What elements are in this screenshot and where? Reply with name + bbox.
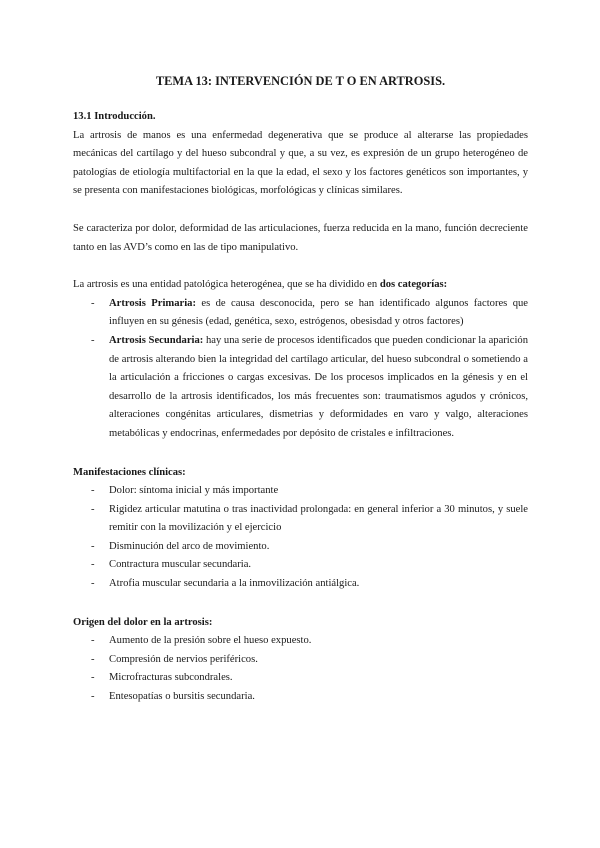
list-item xyxy=(73,688,528,707)
list-item-text: Dolor: síntoma inicial y más importante xyxy=(109,485,279,497)
intro-paragraph-2: Se caracteriza por dolor, deformidad de las articulaciones, fuerza reducida en la mano, función decreciente tanto en las AVD’s como en las de tipo manipulativo. xyxy=(73,222,528,253)
section-heading-manifestaciones: Manifestaciones clínicas: xyxy=(73,466,186,478)
list-dash: - xyxy=(91,559,95,571)
list-item xyxy=(73,556,528,575)
list-item-text: Microfracturas subcondrales. xyxy=(109,672,233,684)
list-dash: - xyxy=(91,540,95,552)
list-item xyxy=(73,538,528,557)
list-dash: - xyxy=(91,503,95,515)
list-dash: - xyxy=(91,653,95,665)
section-heading-introduccion: 13.1 Introducción. xyxy=(73,111,156,122)
list-dash: - xyxy=(91,691,95,703)
list-item-artrosis-secundaria xyxy=(73,332,528,444)
categories-intro-text: La artrosis es una entidad patológica heterogénea, que se ha dividido en xyxy=(73,279,380,291)
list-item xyxy=(73,575,528,594)
intro-paragraph-1: La artrosis de manos es una enfermedad degenerativa que se produce al alterarse las propiedades mecánicas del cartílago y del hueso subcondral y que, a su vez, es expresión de un grupo heterogéneo de patologías de etiología multifactorial en la que la edad, el sexo y los factores genéticos son importantes, y se presenta con manifestaciones biológicas, morfológicas y clínicas similares. xyxy=(73,129,528,197)
category-text: hay una serie de procesos identificados que pueden condicionar la aparición de artrosis alterando bien la integridad del cartílago articular, del hueso subcondral o sometiendo a la articulación a fricciones o cargas excesivas. De los procesos implicados en la génesis y en el desarrollo de la artrosis identificados, los más frecuentes son: traumatismos agudos y crónicos, alteraciones congénitas articulares, dismetrias y deformidades en varo y valgo, alteraciones metabólicas y endocrinas, enfermedades por depósito de cristales e infiltraciones. xyxy=(109,334,528,439)
list-item xyxy=(73,482,528,501)
categories-intro-bold: dos categorías: xyxy=(379,279,448,291)
category-label: Artrosis Secundaria: xyxy=(109,334,204,346)
category-text: es de causa desconocida, pero se han identificado algunos factores que influyen en su génesis (edad, genética, sexo, estrógenos, obesisdad y otros factores) xyxy=(109,297,528,328)
list-item xyxy=(73,632,528,651)
list-item-text: Compresión de nervios periféricos. xyxy=(109,653,258,665)
category-label: Artrosis Primaria: xyxy=(109,297,196,309)
categories-list xyxy=(73,295,528,444)
section-heading-origen-dolor: Origen del dolor en la artrosis: xyxy=(73,616,213,628)
list-item-text: Disminución del arco de movimiento. xyxy=(109,540,270,552)
origen-dolor-list xyxy=(73,632,528,706)
list-dash: - xyxy=(91,672,95,684)
list-item-artrosis-primaria xyxy=(73,295,528,332)
list-item-text: Contractura muscular secundaria. xyxy=(109,559,252,571)
list-item xyxy=(73,501,528,538)
list-dash: - xyxy=(91,297,95,309)
page-title: TEMA 13: INTERVENCIÓN DE T O EN ARTROSIS. xyxy=(155,74,446,88)
list-item xyxy=(73,651,528,670)
list-item-text: Entesopatías o bursitis secundaria. xyxy=(109,691,255,703)
list-dash: - xyxy=(91,485,95,497)
list-dash: - xyxy=(91,334,95,346)
list-dash: - xyxy=(91,578,95,590)
list-dash: - xyxy=(91,635,95,647)
list-item-text: Aumento de la presión sobre el hueso expuesto. xyxy=(109,635,312,647)
list-item xyxy=(73,669,528,688)
intro-paragraph-3 xyxy=(73,276,528,295)
document-page xyxy=(73,72,528,707)
list-item-text: Rigidez articular matutina o tras inactividad prolongada: en general inferior a 30 minutos, y suele remitir con la movilización y el ejercicio xyxy=(109,503,528,534)
list-item-text: Atrofia muscular secundaria a la inmovilización antiálgica. xyxy=(109,578,360,590)
manifestaciones-list xyxy=(73,482,528,594)
